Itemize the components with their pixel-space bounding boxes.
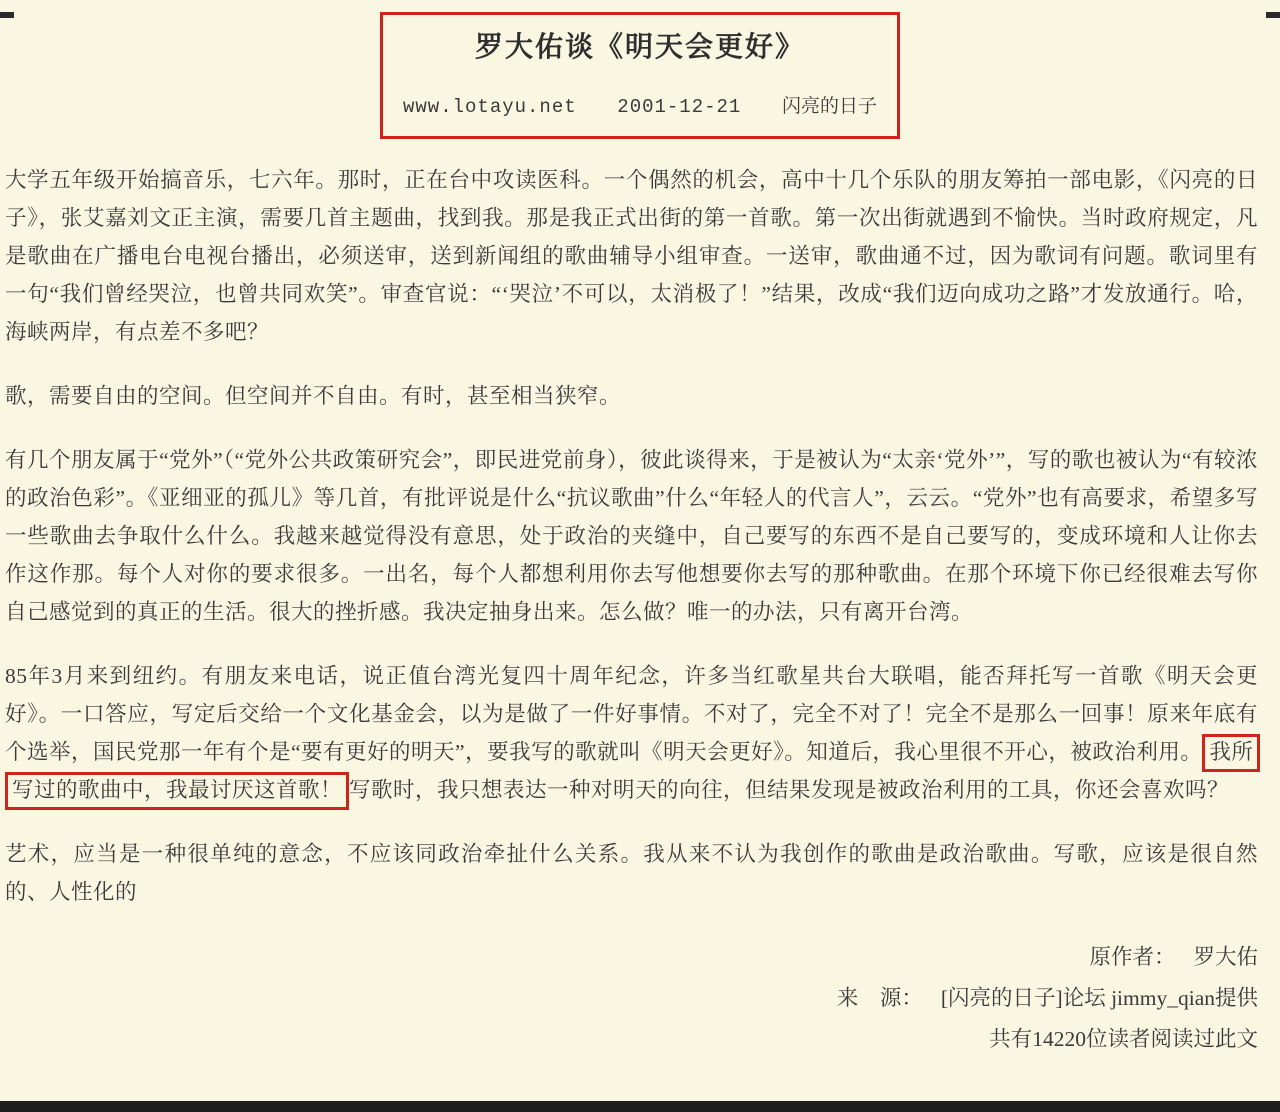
paragraph-4-post-text: 写歌时，我只想表达一种对明天的向往，但结果发现是被政治利用的工具，你还会喜欢吗？ bbox=[349, 778, 1230, 802]
paragraph-3: 有几个朋友属于“党外”（“党外公共政策研究会”，即民进党前身），彼此谈得来，于是被认为“太亲‘党外’”，写的歌也被认为“有较浓的政治色彩”。《亚细亚的孤儿》等几首，有批评说是什么“抗议歌曲”什么“年轻人的代言人”，云云。“党外”也有高要求，希望多写一些歌曲去争取什么什么。我越来越觉得没有意思，处于政治的夹缝中，自己要写的东西不是自己要写的，变成环境和人让你去作这作那。每个人对你的要求很多。一出名，每个人都想利用你去写他想要你去写的那种歌曲。在那个环境下你已经很难去写你自己感觉到的真正的生活。很大的挫折感。我决定抽身出来。怎么做？唯一的办法，只有离开台湾。 bbox=[5, 448, 1258, 624]
author-name: 罗大佑 bbox=[1193, 945, 1258, 969]
article-body bbox=[5, 161, 1258, 911]
footer-readers-row bbox=[0, 1019, 1258, 1060]
footer-author-row bbox=[0, 937, 1258, 978]
article-footer bbox=[0, 937, 1258, 1060]
footer-source-row bbox=[0, 978, 1258, 1019]
bottom-edge-bar bbox=[0, 1101, 1280, 1112]
article-title-box bbox=[380, 12, 900, 139]
page-title: 罗大佑谈《明天会更好》 bbox=[474, 32, 805, 63]
paragraph-4-pre-text: 85年3月来到纽约。有朋友来电话，说正值台湾光复四十周年纪念，许多当红歌星共台大联唱，能否拜托写一首歌《明天会更好》。一口答应，写定后交给一个文化基金会，以为是做了一件好事情。不对了，完全不对了！完全不是那么一回事！原来年底有个选举，国民党那一年有个是“要有更好的明天”，要我写的歌就叫《明天会更好》。知道后，我心里很不开心，被政治利用。 bbox=[5, 664, 1258, 764]
highlighted-quote-box: 我所写过的歌曲中，我最讨厌这首歌！ bbox=[5, 734, 1260, 810]
title-meta-row bbox=[399, 91, 881, 118]
author-label: 原作者： bbox=[1089, 945, 1176, 969]
source-name: [闪亮的日子]论坛 jimmy_qian提供 bbox=[940, 986, 1258, 1010]
paragraph-5: 艺术，应当是一种很单纯的意念，不应该同政治牵扯什么关系。我从来不认为我创作的歌曲是政治歌曲。写歌，应该是很自然的、人性化的 bbox=[5, 842, 1258, 904]
article-date: 2001-12-21 bbox=[617, 96, 742, 118]
site-url-text: www.lotayu.net bbox=[403, 96, 577, 118]
top-left-edge-mark bbox=[0, 12, 14, 18]
top-right-edge-mark bbox=[1266, 12, 1280, 18]
paragraph-2: 歌，需要自由的空间。但空间并不自由。有时，甚至相当狭窄。 bbox=[5, 384, 622, 408]
paragraph-1: 大学五年级开始搞音乐，七六年。那时，正在台中攻读医科。一个偶然的机会，高中十几个乐队的朋友筹拍一部电影，《闪亮的日子》，张艾嘉刘文正主演，需要几首主题曲，找到我。那是我正式出街的第一首歌。第一次出街就遇到不愉快。当时政府规定，凡是歌曲在广播电台电视台播出，必须送审，送到新闻组的歌曲辅导小组审查。一送审，歌曲通不过，因为歌词有问题。歌词里有一句“我们曾经哭泣，也曾共同欢笑”。审查官说：“‘哭泣’不可以，太消极了！”结果，改成“我们迈向成功之路”才发放通行。哈，海峡两岸，有点差不多吧？ bbox=[5, 168, 1258, 344]
reader-count-text: 共有14220位读者阅读过此文 bbox=[989, 1027, 1258, 1051]
site-name-text: 闪亮的日子 bbox=[781, 96, 877, 117]
source-label: 来 源： bbox=[836, 986, 923, 1010]
paragraph-4 bbox=[5, 657, 1258, 809]
